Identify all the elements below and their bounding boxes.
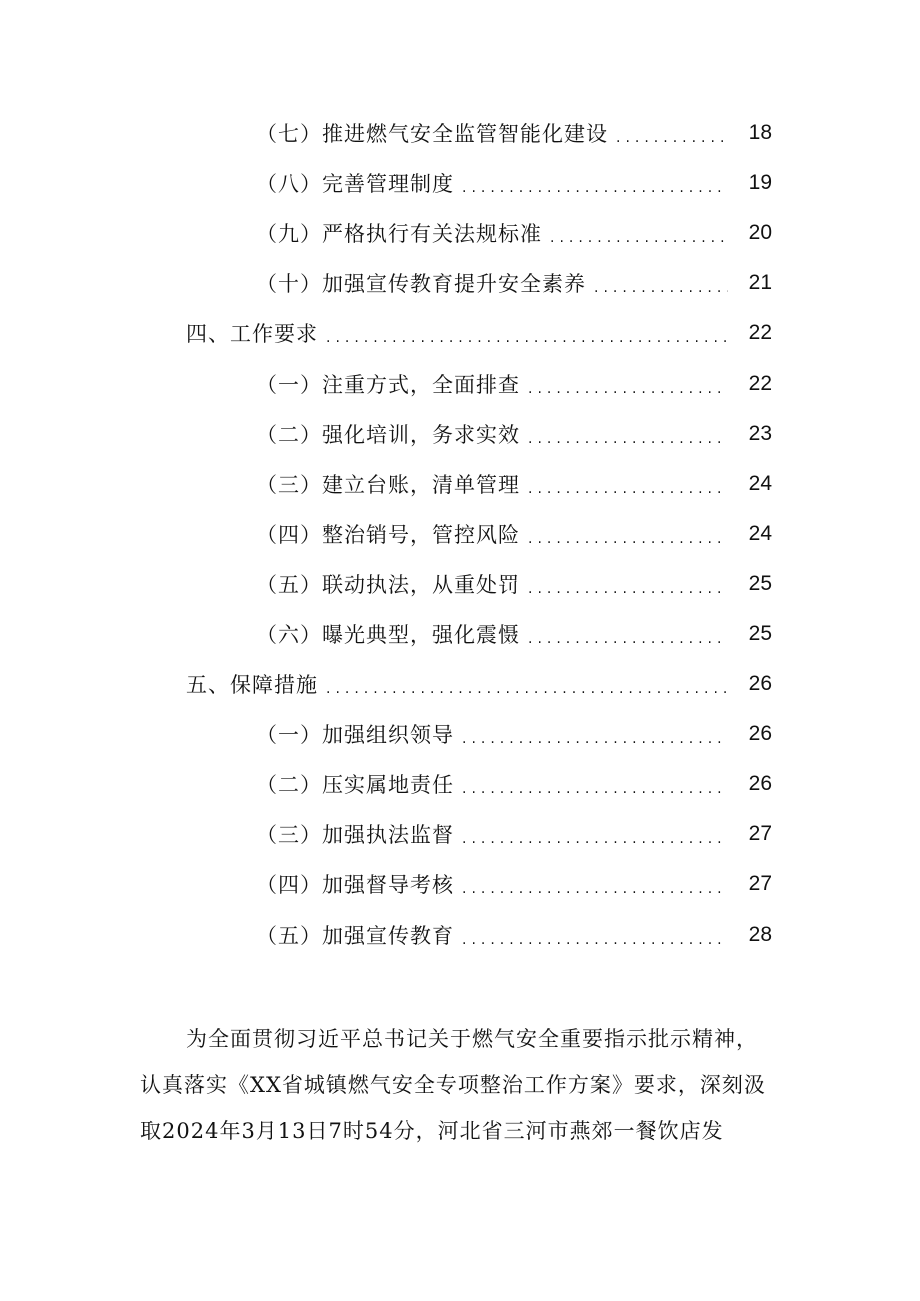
toc-page-number: 24 [748,521,772,545]
toc-leader-dots [462,180,728,196]
toc-leader-dots [528,631,728,647]
toc-entry-label: （一）注重方式，全面排查 [256,372,520,397]
toc-leader-dots [528,531,728,547]
toc-entry[interactable] [0,559,920,609]
toc-entry-label: （六）曝光典型，强化震慑 [256,622,520,647]
toc-entry[interactable] [0,208,920,258]
toc-entry-label: （七）推进燃气安全监管智能化建设 [256,122,608,147]
toc-entry[interactable] [0,809,920,859]
toc-leader-dots [462,932,728,948]
toc-leader-dots [462,731,728,747]
toc-leader-dots [326,681,728,697]
toc-entry[interactable] [0,358,920,408]
body-paragraph [140,1016,790,1154]
toc-entry[interactable] [0,759,920,809]
toc-section-entry[interactable] [0,659,920,709]
toc-entry-label: （二）压实属地责任 [256,773,454,798]
toc-leader-dots [528,431,728,447]
toc-page-number: 24 [748,471,772,495]
toc-page-number: 26 [748,722,772,746]
body-line: 为全面贯彻习近平总书记关于燃气安全重要指示批示精神， [186,1027,758,1051]
toc-entry[interactable] [0,609,920,659]
toc-entry[interactable] [0,459,920,509]
toc-leader-dots [616,130,728,146]
toc-entry[interactable] [0,910,920,960]
toc-leader-dots [462,881,728,897]
toc-entry[interactable] [0,509,920,559]
toc-leader-dots [326,330,728,346]
toc-page-number: 22 [748,371,772,395]
toc-page-number: 25 [748,621,772,645]
toc-page-number: 20 [748,221,772,245]
toc-page-number: 27 [748,872,772,896]
toc-leader-dots [550,230,728,246]
toc-entry[interactable] [0,158,920,208]
toc-entry[interactable] [0,258,920,308]
toc-entry[interactable] [0,108,920,158]
toc-entry-label: 四、工作要求 [186,322,318,347]
toc-page-number: 26 [748,672,772,696]
toc-page-number: 18 [748,121,772,145]
toc-entry-label: （四）加强督导考核 [256,873,454,898]
toc-entry-label: （三）建立台账，清单管理 [256,472,520,497]
toc-leader-dots [528,481,728,497]
toc-entry-label: （九）严格执行有关法规标准 [256,222,542,247]
toc-entry-label: （十）加强宣传教育提升安全素养 [256,272,586,297]
toc-page-number: 26 [748,772,772,796]
toc-entry-label: 五、保障措施 [186,673,318,698]
toc-page-number: 19 [748,171,772,195]
toc-entry[interactable] [0,859,920,909]
toc-page-number: 27 [748,822,772,846]
toc-page-number: 22 [748,321,772,345]
toc-entry-label: （一）加强组织领导 [256,723,454,748]
toc-leader-dots [594,280,728,296]
body-line: 认真落实《XX省城镇燃气安全专项整治工作方案》要求，深刻汲 [140,1073,766,1097]
toc-leader-dots [462,781,728,797]
toc-leader-dots [528,581,728,597]
toc-entry[interactable] [0,709,920,759]
toc-entry-label: （五）加强宣传教育 [256,923,454,948]
toc-leader-dots [528,381,728,397]
toc-section-entry[interactable] [0,308,920,358]
toc-entry-label: （五）联动执法，从重处罚 [256,572,520,597]
toc-entry-label: （二）强化培训，务求实效 [256,422,520,447]
toc-entry[interactable] [0,409,920,459]
table-of-contents [0,108,920,960]
body-line: 取2024年3月13日7时54分，河北省三河市燕郊一餐饮店发 [140,1119,724,1143]
toc-entry-label: （四）整治销号，管控风险 [256,522,520,547]
toc-page-number: 21 [748,271,772,295]
toc-page-number: 23 [748,421,772,445]
toc-page-number: 28 [748,922,772,946]
toc-entry-label: （八）完善管理制度 [256,172,454,197]
toc-page-number: 25 [748,571,772,595]
toc-entry-label: （三）加强执法监督 [256,823,454,848]
toc-leader-dots [462,831,728,847]
